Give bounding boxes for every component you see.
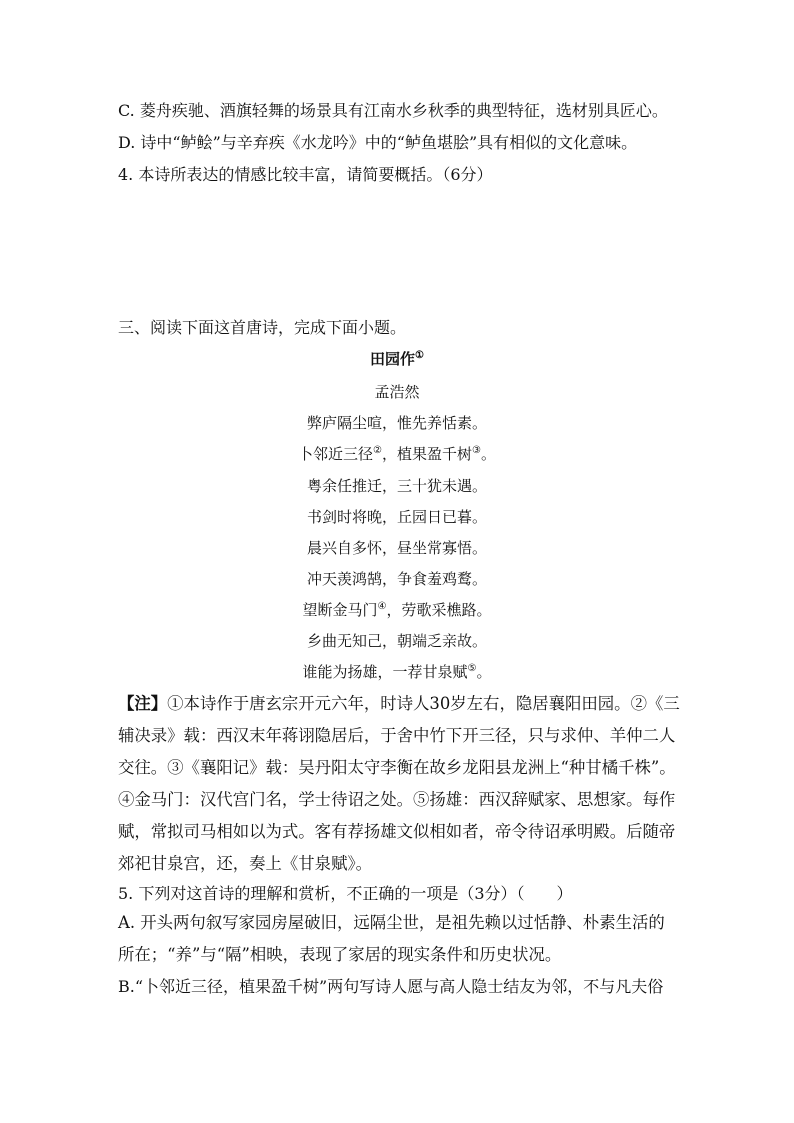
option-a: A. 开头两句叙写家园房屋破旧，远隔尘世，是祖先赖以过恬静、朴素生活的所在；“养”与“隔”相映，表现了家居的现实条件和历史状况。 bbox=[118, 913, 665, 964]
poem-line: 卜邻近三径②，植果盈千树③。 bbox=[298, 445, 496, 463]
poem-title: 田园作① bbox=[370, 350, 424, 368]
question-5: 5. 下列对这首诗的理解和赏析，不正确的一项是（3分）（ ） bbox=[118, 884, 573, 903]
notes-label: 【注】 bbox=[118, 694, 168, 713]
question-4: 4. 本诗所表达的情感比较丰富，请简要概括。（6分） bbox=[118, 165, 493, 184]
poem-line: 晨兴自多怀，昼坐常寡悟。 bbox=[306, 539, 487, 557]
poem-title-note: ① bbox=[415, 350, 424, 361]
poem-line: 弊庐隔尘喧，惟先养恬素。 bbox=[306, 414, 487, 432]
option-c: C. 菱舟疾驰、酒旗轻舞的场景具有江南水乡秋季的典型特征，选材别具匠心。 bbox=[118, 101, 668, 120]
poem-line: 望断金马门④，劳歌采樵路。 bbox=[302, 601, 492, 619]
poem-line: 书剑时将晚，丘园日已暮。 bbox=[306, 508, 487, 526]
option-d: D. 诗中“鲈鲙”与辛弃疾《水龙吟》中的“鲈鱼堪脍”具有相似的文化意味。 bbox=[118, 133, 638, 152]
poem-line: 谁能为扬雄，一荐甘泉赋⑤。 bbox=[302, 663, 492, 681]
option-b: B.“卜邻近三径，植果盈千树”两句写诗人愿与高人隐士结友为邻，不与凡夫俗 bbox=[118, 977, 664, 996]
poem-line: 粤余任推迁，三十犹未遇。 bbox=[306, 477, 487, 495]
poem-author: 孟浩然 bbox=[374, 383, 420, 401]
poem-line: 乡曲无知己，朝端乏亲故。 bbox=[306, 632, 487, 650]
poem-notes bbox=[118, 688, 680, 880]
notes-text: ①本诗作于唐玄宗开元六年，时诗人30岁左右，隐居襄阳田园。②《三辅决录》载：西汉末年蒋诩隐居后，于舍中竹下开三径，只与求仲、羊仲二人交往。③《襄阳记》载：吴丹阳太守李衡在故乡龙阳县龙洲上“种甘橘千株”。④金马门：汉代宫门名，学士待诏之处。⑤扬雄：西汉辞赋家、思想家。每作赋，常拟司马相如以为式。客有荐扬雄文似相如者，帝令待诏承明殿。后随帝郊祀甘泉宫，还，奏上《甘泉赋》。 bbox=[118, 694, 680, 873]
section-heading: 三、阅读下面这首唐诗，完成下面小题。 bbox=[118, 318, 407, 337]
poem-line: 冲天羡鸿鹄，争食羞鸡鹜。 bbox=[306, 570, 487, 588]
